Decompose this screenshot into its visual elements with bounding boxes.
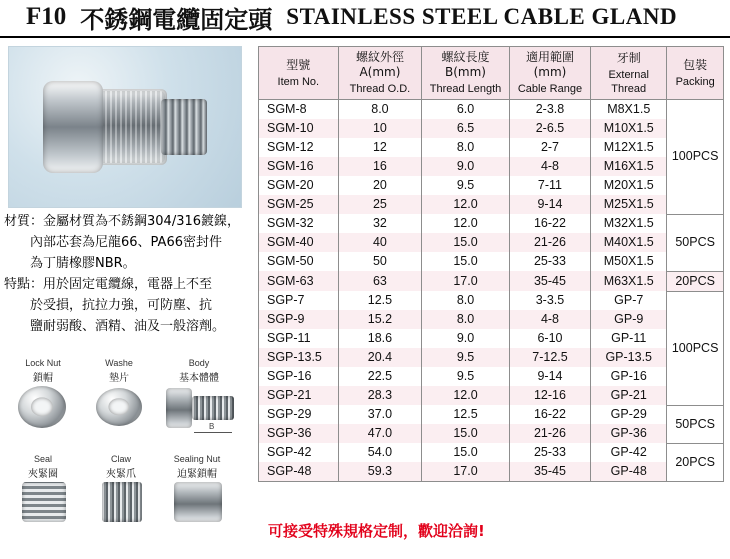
cell-thread-length: 12.0 [422, 195, 510, 214]
table-row [259, 271, 724, 291]
feature-block [4, 275, 248, 294]
cell-thread-od: 50 [338, 252, 422, 271]
cell-external-thread: M8X1.5 [591, 100, 667, 120]
product-photo [8, 46, 242, 208]
th-en-od-text: Thread O.D. [349, 83, 411, 95]
washer-icon [96, 388, 142, 426]
material-label: 材質： [4, 214, 44, 229]
table-row [259, 348, 724, 367]
part-label-cn-4: 夾緊爪 [106, 469, 136, 480]
cell-thread-length: 8.0 [422, 310, 510, 329]
feature-line-2: 鹽耐弱酸、酒精、油及一般溶劑。 [30, 319, 226, 334]
gland-body-thread-icon [192, 396, 234, 420]
gland-cap-shape [43, 81, 103, 173]
table-row [259, 405, 724, 424]
th-cn-pack-text: 包裝 [683, 57, 708, 72]
th-en-thread-text: External Thread [608, 68, 649, 95]
cell-thread-length: 6.0 [422, 100, 510, 120]
cell-thread-od: 10 [338, 119, 422, 138]
part-label-en-5: Sealing Nut [173, 454, 221, 464]
cell-external-thread: GP-36 [591, 424, 667, 443]
cell-model: SGM-8 [259, 100, 339, 120]
part-label-cn-5: 迫緊鎖帽 [177, 469, 217, 480]
cell-model: SGM-63 [259, 271, 339, 291]
dimension-line [194, 432, 232, 433]
cell-cable-range: 7-11 [509, 176, 590, 195]
cell-thread-length: 12.0 [422, 214, 510, 233]
gland-thread-shape [161, 99, 207, 155]
cell-external-thread: M20X1.5 [591, 176, 667, 195]
feature-line-0: 用於固定電纜線，電器上不至 [43, 277, 213, 292]
table-row [259, 367, 724, 386]
cell-thread-od: 8.0 [338, 100, 422, 120]
cell-model: SGM-16 [259, 157, 339, 176]
th-cn-thread-text: 牙制 [616, 50, 641, 65]
cell-cable-range: 16-22 [509, 405, 590, 424]
cell-external-thread: GP-21 [591, 386, 667, 405]
cell-external-thread: M12X1.5 [591, 138, 667, 157]
cell-cable-range: 21-26 [509, 424, 590, 443]
cell-cable-range: 2-7 [509, 138, 590, 157]
cell-thread-od: 15.2 [338, 310, 422, 329]
table-row [259, 138, 724, 157]
cell-cable-range: 9-14 [509, 367, 590, 386]
th-cn-pack [667, 47, 724, 100]
cell-external-thread: GP-13.5 [591, 348, 667, 367]
table-row [259, 157, 724, 176]
cell-thread-od: 22.5 [338, 367, 422, 386]
cell-model: SGP-21 [259, 386, 339, 405]
cell-model: SGP-42 [259, 443, 339, 462]
table-header-row-cn [259, 47, 724, 100]
page-title-cn: 不銹鋼電纜固定頭 [80, 5, 273, 34]
cell-thread-od: 28.3 [338, 386, 422, 405]
table-row [259, 195, 724, 214]
cell-external-thread: GP-11 [591, 329, 667, 348]
th-en-len-text: Thread Length [429, 83, 502, 95]
cell-packing: 20PCS [667, 271, 724, 291]
th-cn-len [422, 47, 510, 100]
cell-model: SGP-29 [259, 405, 339, 424]
part-label-en-2: Body [188, 358, 210, 368]
th-cn-range [509, 47, 590, 100]
cell-thread-od: 20.4 [338, 348, 422, 367]
table-row [259, 329, 724, 348]
th-cn-model-text: 型號 [286, 57, 311, 72]
cell-packing: 100PCS [667, 291, 724, 405]
cell-thread-od: 18.6 [338, 329, 422, 348]
material-line-0: 金屬材質為不銹鋼304/316鍍鎳， [43, 214, 241, 229]
cell-packing: 20PCS [667, 443, 724, 482]
cell-thread-length: 9.5 [422, 348, 510, 367]
cell-model: SGM-25 [259, 195, 339, 214]
cell-thread-od: 59.3 [338, 462, 422, 482]
sealing-nut-icon [174, 482, 222, 522]
table-row [259, 386, 724, 405]
cell-external-thread: GP-16 [591, 367, 667, 386]
cell-thread-od: 25 [338, 195, 422, 214]
cell-external-thread: GP-42 [591, 443, 667, 462]
th-cn-len-text: 螺紋長度B(mm) [441, 50, 490, 79]
part-label-cn-1: 墊片 [109, 373, 129, 384]
table-head [259, 47, 724, 100]
cell-thread-length: 8.0 [422, 138, 510, 157]
cell-external-thread: GP-9 [591, 310, 667, 329]
header-divider [0, 36, 730, 38]
cell-external-thread: GP-7 [591, 291, 667, 310]
table-row [259, 443, 724, 462]
cable-gland-illustration [37, 75, 209, 179]
part-label-en-4: Claw [110, 454, 131, 464]
feature-label: 特點： [4, 277, 44, 292]
cell-cable-range: 25-33 [509, 252, 590, 271]
cell-thread-od: 20 [338, 176, 422, 195]
table-row [259, 100, 724, 120]
table-body [259, 100, 724, 482]
cell-external-thread: M40X1.5 [591, 233, 667, 252]
cell-thread-length: 15.0 [422, 233, 510, 252]
cell-cable-range: 35-45 [509, 271, 590, 291]
part-label-en-1: Washe [105, 358, 133, 368]
cell-thread-length: 15.0 [422, 424, 510, 443]
product-code: F10 [26, 3, 67, 30]
cell-model: SGP-16 [259, 367, 339, 386]
cell-cable-range: 12-16 [509, 386, 590, 405]
page-header [0, 0, 730, 34]
cell-thread-length: 15.0 [422, 443, 510, 462]
material-block [4, 212, 248, 231]
cell-thread-od: 54.0 [338, 443, 422, 462]
dimension-label: B [209, 422, 215, 431]
cell-packing: 50PCS [667, 405, 724, 443]
part-label-cn-0: 鎖帽 [33, 373, 53, 384]
cell-cable-range: 4-8 [509, 157, 590, 176]
cell-model: SGP-48 [259, 462, 339, 482]
th-en-pack-text: Packing [675, 75, 715, 88]
gland-body-icon [166, 388, 192, 428]
cell-cable-range: 35-45 [509, 462, 590, 482]
cell-external-thread: GP-29 [591, 405, 667, 424]
cell-external-thread: M16X1.5 [591, 157, 667, 176]
specification-text [4, 212, 248, 338]
parts-diagram [6, 358, 246, 556]
cell-model: SGP-36 [259, 424, 339, 443]
cell-model: SGM-10 [259, 119, 339, 138]
cell-model: SGP-9 [259, 310, 339, 329]
part-label-en-0: Lock Nut [25, 358, 61, 368]
cell-thread-length: 17.0 [422, 462, 510, 482]
cell-model: SGM-32 [259, 214, 339, 233]
cell-model: SGM-40 [259, 233, 339, 252]
cell-external-thread: M32X1.5 [591, 214, 667, 233]
table-row [259, 424, 724, 443]
claw-icon [102, 482, 142, 522]
material-line-2: 為丁腈橡膠NBR。 [30, 256, 136, 271]
cell-cable-range: 25-33 [509, 443, 590, 462]
cell-thread-length: 15.0 [422, 252, 510, 271]
cell-cable-range: 4-8 [509, 310, 590, 329]
table-row [259, 119, 724, 138]
th-cn-model [259, 47, 339, 100]
cell-thread-od: 32 [338, 214, 422, 233]
cell-model: SGM-12 [259, 138, 339, 157]
cell-thread-length: 6.5 [422, 119, 510, 138]
cell-cable-range: 9-14 [509, 195, 590, 214]
cell-thread-od: 47.0 [338, 424, 422, 443]
cell-thread-length: 12.5 [422, 405, 510, 424]
cell-cable-range: 2-3.8 [509, 100, 590, 120]
cell-thread-length: 9.0 [422, 329, 510, 348]
cell-packing: 100PCS [667, 100, 724, 215]
cell-thread-od: 40 [338, 233, 422, 252]
footnote: 可接受特殊規格定制，歡迎洽詢! [268, 522, 485, 540]
cell-cable-range: 2-6.5 [509, 119, 590, 138]
cell-cable-range: 3-3.5 [509, 291, 590, 310]
cell-thread-length: 17.0 [422, 271, 510, 291]
part-label-en-3: Seal [33, 454, 52, 464]
part-label-cn-2: 基本體體 [179, 373, 219, 384]
cell-external-thread: M25X1.5 [591, 195, 667, 214]
cell-packing: 50PCS [667, 214, 724, 271]
part-label-cn-3: 夾緊圈 [28, 469, 58, 480]
table-row [259, 176, 724, 195]
page-title-en: STAINLESS STEEL CABLE GLAND [286, 4, 678, 29]
cell-thread-od: 16 [338, 157, 422, 176]
material-line-1: 內部芯套為尼龍66、PA66密封件 [30, 235, 222, 250]
cell-external-thread: M50X1.5 [591, 252, 667, 271]
th-en-range-text: Cable Range [517, 83, 583, 95]
feature-line-1: 於受損，抗拉力強，可防塵、抗 [30, 298, 213, 313]
cell-model: SGM-20 [259, 176, 339, 195]
hex-nut-icon [18, 386, 66, 428]
gland-knurl-shape [95, 91, 165, 163]
th-cn-thread [591, 47, 667, 100]
th-cn-range-text: 適用範圍(mm) [525, 50, 574, 79]
table-row [259, 252, 724, 271]
table-row [259, 310, 724, 329]
cell-cable-range: 7-12.5 [509, 348, 590, 367]
cell-model: SGM-50 [259, 252, 339, 271]
cell-thread-length: 8.0 [422, 291, 510, 310]
th-cn-od [338, 47, 422, 100]
cell-thread-length: 9.0 [422, 157, 510, 176]
cell-thread-od: 63 [338, 271, 422, 291]
cell-model: SGP-11 [259, 329, 339, 348]
cell-external-thread: GP-48 [591, 462, 667, 482]
table-row [259, 291, 724, 310]
table-row [259, 233, 724, 252]
cell-model: SGP-7 [259, 291, 339, 310]
cell-thread-od: 12.5 [338, 291, 422, 310]
cell-external-thread: M63X1.5 [591, 271, 667, 291]
spec-table-wrap [258, 46, 724, 482]
cell-thread-length: 12.0 [422, 386, 510, 405]
cell-thread-od: 12 [338, 138, 422, 157]
cell-model: SGP-13.5 [259, 348, 339, 367]
cell-external-thread: M10X1.5 [591, 119, 667, 138]
th-en-model-text: Item No. [277, 75, 320, 88]
table-row [259, 462, 724, 482]
cell-thread-length: 9.5 [422, 367, 510, 386]
cell-cable-range: 6-10 [509, 329, 590, 348]
cell-cable-range: 21-26 [509, 233, 590, 252]
seal-ring-icon [22, 482, 66, 522]
spec-table [258, 46, 724, 482]
cell-thread-length: 9.5 [422, 176, 510, 195]
table-row [259, 214, 724, 233]
cell-cable-range: 16-22 [509, 214, 590, 233]
cell-thread-od: 37.0 [338, 405, 422, 424]
th-cn-od-text: 螺紋外徑A(mm) [355, 50, 404, 79]
